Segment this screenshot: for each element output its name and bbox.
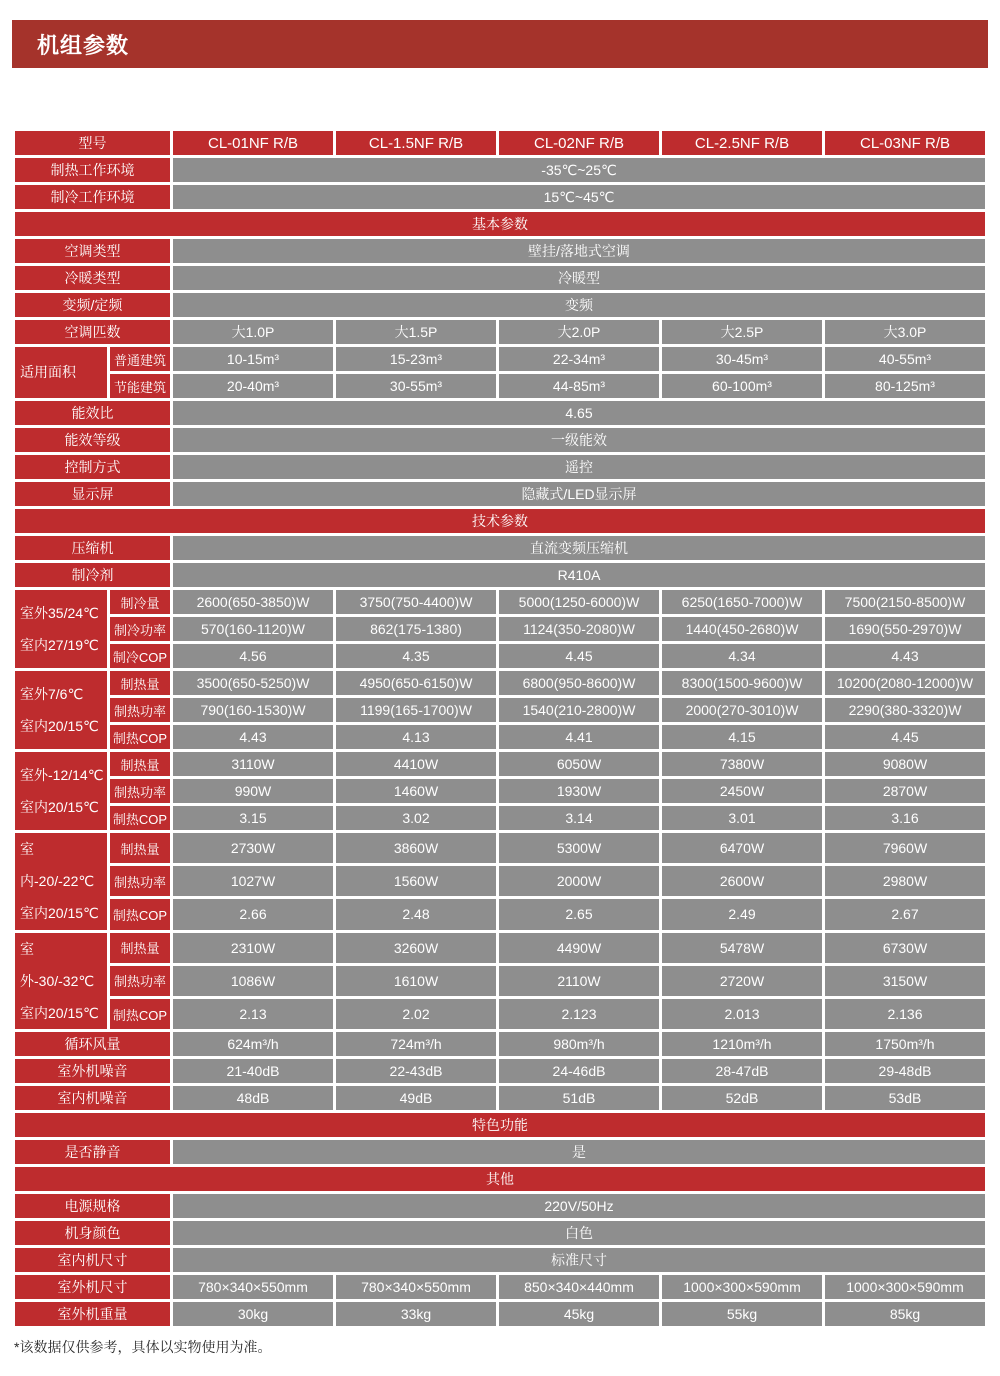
- table-row: [15, 293, 985, 317]
- value-cell: 4.34: [662, 644, 822, 668]
- row-label: 制热工作环境: [15, 158, 170, 182]
- row-label: 电源规格: [15, 1194, 170, 1218]
- value-cell: 9080W: [825, 752, 985, 776]
- model-cell: CL-1.5NF R/B: [336, 131, 496, 155]
- value-cell: 3.01: [662, 806, 822, 830]
- section-header: 技术参数: [15, 509, 985, 533]
- sub-label: 制热功率: [110, 698, 170, 722]
- value-cell: 862(175-1380): [336, 617, 496, 641]
- group-label-line: 室外7/6℃: [20, 685, 84, 702]
- value-cell: 10-15m³: [173, 347, 333, 371]
- value-cell: 3500(650-5250)W: [173, 671, 333, 695]
- spec-table-body: [15, 131, 985, 1326]
- value-cell: 30-45m³: [662, 347, 822, 371]
- group-label: [15, 933, 107, 1030]
- value-cell: 2980W: [825, 866, 985, 896]
- sub-label: 制冷COP: [110, 644, 170, 668]
- row-label: 室外机尺寸: [15, 1275, 170, 1299]
- value-cell: 1460W: [336, 779, 496, 803]
- value-cell: 直流变频压缩机: [173, 536, 985, 560]
- section-header: 其他: [15, 1167, 985, 1191]
- group-label: [15, 671, 107, 749]
- value-cell: 3.02: [336, 806, 496, 830]
- value-cell: 2.13: [173, 999, 333, 1029]
- table-row: [15, 752, 985, 776]
- value-cell: 85kg: [825, 1302, 985, 1326]
- value-cell: 2600W: [662, 866, 822, 896]
- value-cell: 4.43: [825, 644, 985, 668]
- group-label: [15, 752, 107, 830]
- value-cell: 724m³/h: [336, 1032, 496, 1056]
- value-cell: 53dB: [825, 1086, 985, 1110]
- table-row: [15, 1167, 985, 1191]
- value-cell: 624m³/h: [173, 1032, 333, 1056]
- value-cell: 1750m³/h: [825, 1032, 985, 1056]
- table-row: [15, 933, 985, 963]
- sub-label: 制热COP: [110, 725, 170, 749]
- sub-label: 制热量: [110, 752, 170, 776]
- sub-label: 制热量: [110, 671, 170, 695]
- value-cell: 980m³/h: [499, 1032, 659, 1056]
- table-row: [15, 320, 985, 344]
- row-label: 室内机尺寸: [15, 1248, 170, 1272]
- value-cell: 1690(550-2970)W: [825, 617, 985, 641]
- value-cell: 2.66: [173, 899, 333, 929]
- value-cell: 1124(350-2080)W: [499, 617, 659, 641]
- footnote: *该数据仅供参考，具体以实物使用为准。: [14, 1339, 272, 1356]
- table-row: [15, 671, 985, 695]
- value-cell: 大1.0P: [173, 320, 333, 344]
- row-label: 能效比: [15, 401, 170, 425]
- value-cell: 是: [173, 1140, 985, 1164]
- section-header: 基本参数: [15, 212, 985, 236]
- value-cell: 4.65: [173, 401, 985, 425]
- value-cell: -35℃~25℃: [173, 158, 985, 182]
- table-row: [15, 482, 985, 506]
- sub-label: 制热量: [110, 933, 170, 963]
- value-cell: 4410W: [336, 752, 496, 776]
- value-cell: 6730W: [825, 933, 985, 963]
- sub-label: 制冷功率: [110, 617, 170, 641]
- value-cell: 780×340×550mm: [336, 1275, 496, 1299]
- table-row: [15, 806, 985, 830]
- table-row: [15, 347, 985, 371]
- value-cell: 1199(165-1700)W: [336, 698, 496, 722]
- value-cell: 4.56: [173, 644, 333, 668]
- value-cell: 3.15: [173, 806, 333, 830]
- sub-label: 制热量: [110, 833, 170, 863]
- value-cell: 1540(210-2800)W: [499, 698, 659, 722]
- sub-label: 制热功率: [110, 866, 170, 896]
- sub-label: 制热COP: [110, 999, 170, 1029]
- row-label: 制冷剂: [15, 563, 170, 587]
- value-cell: 2.67: [825, 899, 985, 929]
- table-row: [15, 1059, 985, 1083]
- row-label: 机身颜色: [15, 1221, 170, 1245]
- value-cell: 3110W: [173, 752, 333, 776]
- value-cell: 80-125m³: [825, 374, 985, 398]
- value-cell: 6250(1650-7000)W: [662, 590, 822, 614]
- value-cell: 60-100m³: [662, 374, 822, 398]
- row-label: 空调匹数: [15, 320, 170, 344]
- model-cell: CL-03NF R/B: [825, 131, 985, 155]
- table-row: [15, 1248, 985, 1272]
- group-label: [15, 347, 107, 398]
- table-row: [15, 212, 985, 236]
- table-row: [15, 698, 985, 722]
- table-row: [15, 1113, 985, 1137]
- group-label-line: 室外-12/14℃: [20, 766, 104, 783]
- value-cell: 4.41: [499, 725, 659, 749]
- table-row: [15, 455, 985, 479]
- group-label-line: 室内20/15℃: [20, 718, 99, 734]
- table-row: [15, 1194, 985, 1218]
- page-title: 机组参数: [37, 32, 130, 58]
- sub-label: 制热COP: [110, 899, 170, 929]
- value-cell: 7960W: [825, 833, 985, 863]
- value-cell: 2.65: [499, 899, 659, 929]
- value-cell: 2870W: [825, 779, 985, 803]
- value-cell: 30-55m³: [336, 374, 496, 398]
- value-cell: 大2.0P: [499, 320, 659, 344]
- table-row: [15, 966, 985, 996]
- row-label: 室外机重量: [15, 1302, 170, 1326]
- value-cell: 2310W: [173, 933, 333, 963]
- row-label: 型号: [15, 131, 170, 155]
- table-row: [15, 999, 985, 1029]
- value-cell: 5000(1250-6000)W: [499, 590, 659, 614]
- value-cell: 4.15: [662, 725, 822, 749]
- value-cell: 570(160-1120)W: [173, 617, 333, 641]
- value-cell: 7380W: [662, 752, 822, 776]
- value-cell: 10200(2080-12000)W: [825, 671, 985, 695]
- value-cell: 2000(270-3010)W: [662, 698, 822, 722]
- value-cell: 2450W: [662, 779, 822, 803]
- value-cell: 55kg: [662, 1302, 822, 1326]
- sub-label: 普通建筑: [110, 347, 170, 371]
- value-cell: 28-47dB: [662, 1059, 822, 1083]
- table-row: [15, 1140, 985, 1164]
- value-cell: 2.49: [662, 899, 822, 929]
- table-row: [15, 563, 985, 587]
- table-row: [15, 725, 985, 749]
- row-label: 冷暖类型: [15, 266, 170, 290]
- value-cell: 大1.5P: [336, 320, 496, 344]
- table-row: [15, 644, 985, 668]
- value-cell: 2600(650-3850)W: [173, 590, 333, 614]
- table-row: [15, 374, 985, 398]
- value-cell: 44-85m³: [499, 374, 659, 398]
- section-header: 特色功能: [15, 1113, 985, 1137]
- value-cell: 24-46dB: [499, 1059, 659, 1083]
- value-cell: 33kg: [336, 1302, 496, 1326]
- table-row: [15, 266, 985, 290]
- table-row: [15, 239, 985, 263]
- table-row: [15, 590, 985, 614]
- value-cell: 780×340×550mm: [173, 1275, 333, 1299]
- value-cell: 1210m³/h: [662, 1032, 822, 1056]
- row-label: 能效等级: [15, 428, 170, 452]
- row-label: 空调类型: [15, 239, 170, 263]
- sub-label: 节能建筑: [110, 374, 170, 398]
- value-cell: 变频: [173, 293, 985, 317]
- model-cell: CL-2.5NF R/B: [662, 131, 822, 155]
- value-cell: 22-34m³: [499, 347, 659, 371]
- value-cell: 22-43dB: [336, 1059, 496, 1083]
- value-cell: 48dB: [173, 1086, 333, 1110]
- table-row: [15, 131, 985, 155]
- spec-table: [12, 128, 988, 1329]
- table-row: [15, 779, 985, 803]
- value-cell: 4.13: [336, 725, 496, 749]
- row-label: 变频/定频: [15, 293, 170, 317]
- row-label: 室内机噪音: [15, 1086, 170, 1110]
- value-cell: 6050W: [499, 752, 659, 776]
- value-cell: 2110W: [499, 966, 659, 996]
- row-label: 室外机噪音: [15, 1059, 170, 1083]
- value-cell: 15℃~45℃: [173, 185, 985, 209]
- table-row: [15, 1275, 985, 1299]
- value-cell: 3150W: [825, 966, 985, 996]
- value-cell: 4490W: [499, 933, 659, 963]
- value-cell: 4.45: [499, 644, 659, 668]
- value-cell: 遥控: [173, 455, 985, 479]
- group-label: [15, 833, 107, 930]
- value-cell: 2.136: [825, 999, 985, 1029]
- value-cell: 2720W: [662, 966, 822, 996]
- table-row: [15, 1032, 985, 1056]
- value-cell: 大2.5P: [662, 320, 822, 344]
- row-label: 循环风量: [15, 1032, 170, 1056]
- table-row: [15, 428, 985, 452]
- sub-label: 制热COP: [110, 806, 170, 830]
- value-cell: 850×340×440mm: [499, 1275, 659, 1299]
- value-cell: 21-40dB: [173, 1059, 333, 1083]
- value-cell: 790(160-1530)W: [173, 698, 333, 722]
- row-label: 控制方式: [15, 455, 170, 479]
- model-cell: CL-02NF R/B: [499, 131, 659, 155]
- value-cell: 1930W: [499, 779, 659, 803]
- value-cell: 1000×300×590mm: [662, 1275, 822, 1299]
- value-cell: 220V/50Hz: [173, 1194, 985, 1218]
- value-cell: 2.02: [336, 999, 496, 1029]
- sub-label: 制热功率: [110, 966, 170, 996]
- group-label-line: 室内20/15℃: [20, 1004, 99, 1021]
- table-row: [15, 833, 985, 863]
- value-cell: 1610W: [336, 966, 496, 996]
- sub-label: 制热功率: [110, 779, 170, 803]
- value-cell: 29-48dB: [825, 1059, 985, 1083]
- row-label: 是否静音: [15, 1140, 170, 1164]
- value-cell: 4.35: [336, 644, 496, 668]
- group-label-line: 室外35/24℃: [20, 604, 99, 621]
- value-cell: 1027W: [173, 866, 333, 896]
- value-cell: 一级能效: [173, 428, 985, 452]
- value-cell: 2000W: [499, 866, 659, 896]
- value-cell: 1086W: [173, 966, 333, 996]
- table-row: [15, 158, 985, 182]
- value-cell: 3750(750-4400)W: [336, 590, 496, 614]
- group-label-line: 室内20/15℃: [20, 799, 99, 815]
- value-cell: R410A: [173, 563, 985, 587]
- sub-label: 制冷量: [110, 590, 170, 614]
- value-cell: 4950(650-6150)W: [336, 671, 496, 695]
- row-label: 压缩机: [15, 536, 170, 560]
- value-cell: 49dB: [336, 1086, 496, 1110]
- value-cell: 3.16: [825, 806, 985, 830]
- table-row: [15, 509, 985, 533]
- row-label: 制冷工作环境: [15, 185, 170, 209]
- value-cell: 40-55m³: [825, 347, 985, 371]
- value-cell: 3860W: [336, 833, 496, 863]
- value-cell: 3260W: [336, 933, 496, 963]
- table-row: [15, 866, 985, 896]
- group-label-line: 室内-20/-22℃: [20, 841, 95, 890]
- table-row: [15, 899, 985, 929]
- row-label: 显示屏: [15, 482, 170, 506]
- value-cell: 4.43: [173, 725, 333, 749]
- value-cell: 2290(380-3320)W: [825, 698, 985, 722]
- group-label-line: 室内20/15℃: [20, 905, 99, 922]
- value-cell: 4.45: [825, 725, 985, 749]
- value-cell: 壁挂/落地式空调: [173, 239, 985, 263]
- value-cell: 7500(2150-8500)W: [825, 590, 985, 614]
- value-cell: 3.14: [499, 806, 659, 830]
- table-row: [15, 617, 985, 641]
- table-row: [15, 536, 985, 560]
- value-cell: 30kg: [173, 1302, 333, 1326]
- table-row: [15, 401, 985, 425]
- value-cell: 白色: [173, 1221, 985, 1245]
- value-cell: 标准尺寸: [173, 1248, 985, 1272]
- model-cell: CL-01NF R/B: [173, 131, 333, 155]
- value-cell: 1560W: [336, 866, 496, 896]
- table-row: [15, 1302, 985, 1326]
- value-cell: 20-40m³: [173, 374, 333, 398]
- table-row: [15, 185, 985, 209]
- value-cell: 隐藏式/LED显示屏: [173, 482, 985, 506]
- value-cell: 45kg: [499, 1302, 659, 1326]
- group-label-line: 室内27/19℃: [20, 637, 99, 653]
- value-cell: 冷暖型: [173, 266, 985, 290]
- value-cell: 2.123: [499, 999, 659, 1029]
- value-cell: 5300W: [499, 833, 659, 863]
- value-cell: 2730W: [173, 833, 333, 863]
- group-label-line: 适用面积: [20, 364, 76, 381]
- value-cell: 2.013: [662, 999, 822, 1029]
- value-cell: 5478W: [662, 933, 822, 963]
- value-cell: 52dB: [662, 1086, 822, 1110]
- value-cell: 990W: [173, 779, 333, 803]
- value-cell: 6470W: [662, 833, 822, 863]
- table-row: [15, 1221, 985, 1245]
- value-cell: 2.48: [336, 899, 496, 929]
- group-label-line: 室外-30/-32℃: [20, 940, 95, 989]
- value-cell: 51dB: [499, 1086, 659, 1110]
- group-label: [15, 590, 107, 668]
- table-row: [15, 1086, 985, 1110]
- value-cell: 大3.0P: [825, 320, 985, 344]
- value-cell: 8300(1500-9600)W: [662, 671, 822, 695]
- value-cell: 1000×300×590mm: [825, 1275, 985, 1299]
- page-banner: [12, 20, 988, 68]
- value-cell: 6800(950-8600)W: [499, 671, 659, 695]
- value-cell: 1440(450-2680)W: [662, 617, 822, 641]
- value-cell: 15-23m³: [336, 347, 496, 371]
